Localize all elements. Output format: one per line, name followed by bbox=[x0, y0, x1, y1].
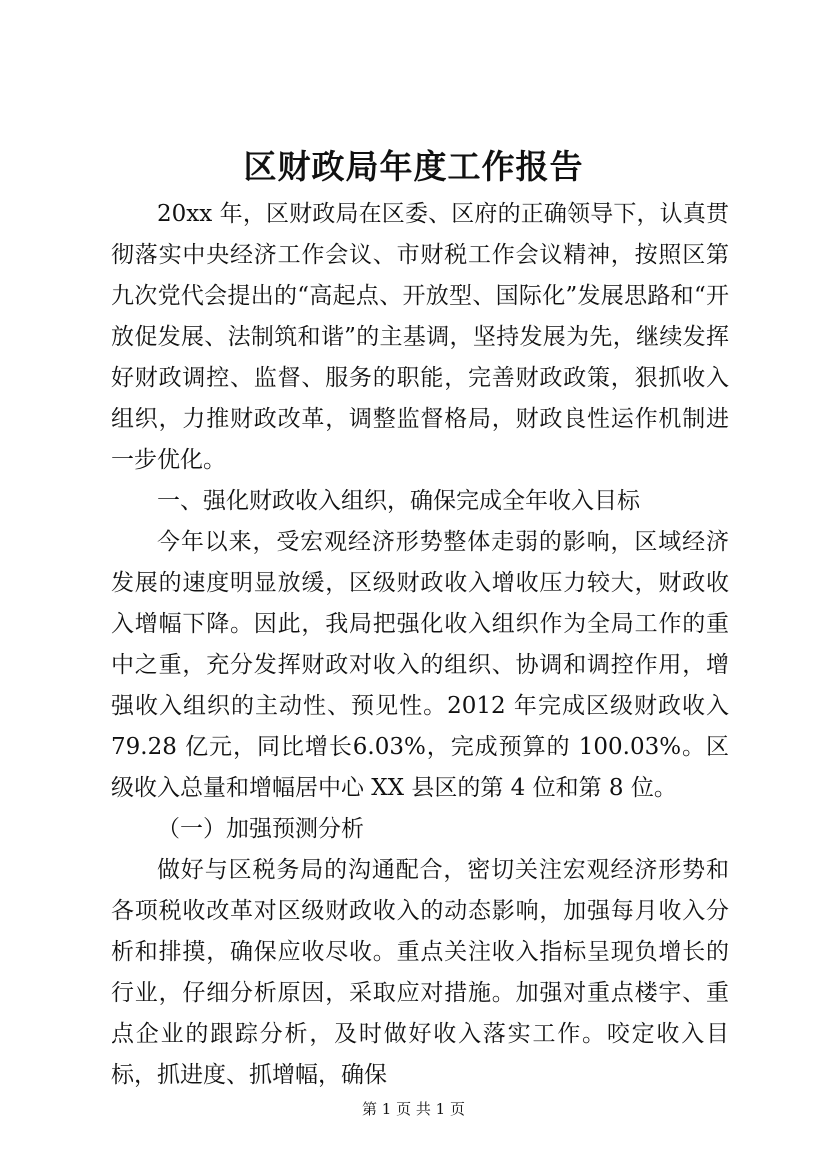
section-heading-1: 一、强化财政收入组织，确保完成全年收入目标 bbox=[157, 488, 640, 514]
intro-paragraph: 20xx 年，区财政局在区委、区府的正确领导下，认真贯彻落实中央经济工作会议、市财税工作会议精神，按照区第九次党代会提出的“高起点、开放型、国际化”发展思路和“开放促发展、法制筑和谐”的主基调，坚持发展为先，继续发挥好财政调控、监督、服务的职能，完善财政政策，狠抓收入组织，力推财政改革，调整监督格局，财政良性运作机制进一步优化。 bbox=[111, 201, 729, 473]
subsection-1-paragraph: 做好与区税务局的沟通配合，密切关注宏观经济形势和各项税收改革对区级财政收入的动态影响，加强每月收入分析和排摸，确保应收尽收。重点关注收入指标呈现负增长的行业，仔细分析原因，采取应对措施。加强对重点楼宇、重点企业的跟踪分析，及时做好收入落实工作。咬定收入目标，抓进度、抓增幅，确保 bbox=[111, 857, 729, 1088]
document-title: 区财政局年度工作报告 bbox=[243, 147, 584, 186]
section-1-paragraph: 今年以来，受宏观经济形势整体走弱的影响，区域经济发展的速度明显放缓，区级财政收入增收压力较大，财政收入增幅下降。因此，我局把强化收入组织作为全局工作的重中之重，充分发挥财政对收入的组织、协调和调控作用，增强收入组织的主动性、预见性。2012 年完成区级财政收入 79.28 亿元，同比增长6.03%，完成预算的 100.03%。区级收入总量和增幅居中心 XX 县区的第 4 位和第 8 位。 bbox=[111, 529, 729, 801]
subsection-heading-1: （一）加强预测分析 bbox=[157, 816, 364, 842]
page-footer: 第 1 页 共 1 页 bbox=[362, 1100, 465, 1118]
document-body bbox=[111, 194, 729, 1096]
